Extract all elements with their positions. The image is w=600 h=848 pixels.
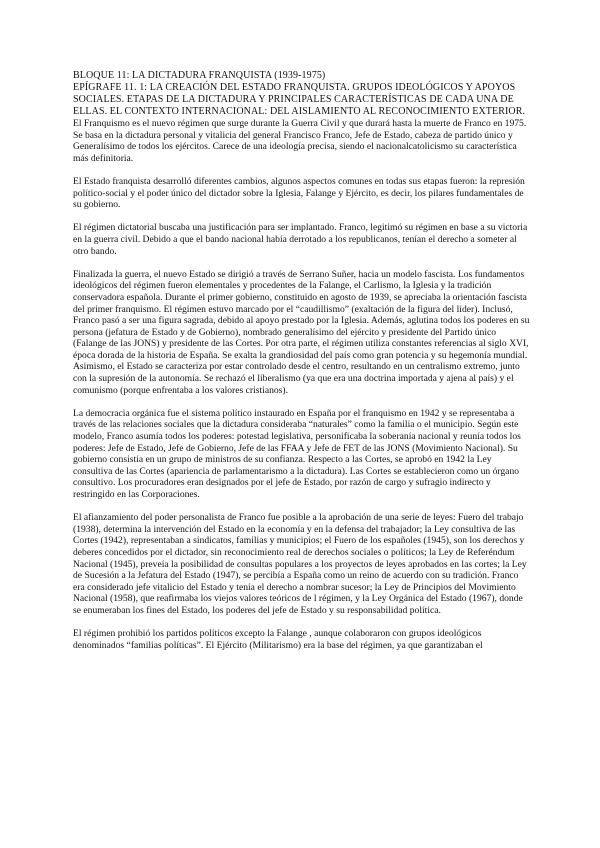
paragraph-fascist-model: Finalizada la guerra, el nuevo Estado se dirigió a través de Serrano Suñer, hacia un modelo fascista. Los fundamentos ideológicos del régimen fueron elementales y procedentes de la Falange, el Carlismo, la Iglesia y la tradición conservadora española. Durante el primer gobierno, constituido en agosto de 1939, se apreciaba la orientación fascista del primer franquismo. El régimen estuvo marcado por el “caudillismo” (exaltación de la figura del líder). Inclusó, Franco pasó a ser una figura sagrada, debido al apoyo prestado por la Iglesia. Además, aglutina todos los poderes en su persona (jefatura de Estado y de Gobierno), nombrado generalísimo del ejército y presidente del Partido único (Falange de las JONS) y presidente de las Cortes. Por otra parte, el régimen utiliza constantes referencias al siglo XVI, época dorada de la historia de España. Se exalta la grandiosidad del país como gran potencia y su hegemonía mundial. Asimismo, el Estado se caracteriza por estar controlado desde el centro, resultando en un centralismo extremo, junto con la supresión de la autonomía. Se rechazó el liberalismo (ya que era una doctrina importada y ajena al país) y el comunismo (porque enfrentaba a los valores cristianos). <box>73 268 530 396</box>
document-content <box>73 70 531 651</box>
paragraph-political-parties: El régimen prohibió los partidos políticos excepto la Falange , aunque colaboraron con grupos ideológicos denominados “familias políticas”. El Ejército (Militarismo) era la base del régimen, ya que garantizaban el <box>73 628 483 651</box>
document-subtitle: EPÍGRAFE 11. 1: LA CREACIÓN DEL ESTADO FRANQUISTA. GRUPOS IDEOLÓGICOS Y APOYOS SOCIALES. ETAPAS DE LA DICTADURA Y PRINCIPALES CARACTERÍSTICAS DE CADA UNA DE ELLAS. EL CONTEXTO INTERNACIONAL: DEL AISLAMIENTO AL RECONOCIMIENTO EXTERIOR. <box>73 82 526 117</box>
paragraph-state-changes: El Estado franquista desarrolló diferentes cambios, algunos aspectos comunes en todas sus etapas fueron: la represión político-social y el poder único del dictador sobre la Iglesia, Falange y Ejército, es decir, los pilares fundamentales de su gobierno. <box>73 175 525 211</box>
paragraph-gap <box>73 164 531 176</box>
paragraph-gap <box>73 617 531 629</box>
paragraph-gap <box>73 257 531 269</box>
paragraph-gap <box>73 211 531 223</box>
paragraph-justification: El régimen dictatorial buscaba una justificación para ser implantado. Franco, legitimó su régimen en base a su victoria en la guerra civil. Debido a que el bando nacional había derrotado a los republicanos, tenían el derecho a someter al otro bando. <box>73 222 528 257</box>
paragraph-gap <box>73 396 531 408</box>
paragraph-organic-democracy: La democracia orgánica fue el sistema político instaurado en España por el franquismo en 1942 y se representaba a través de las relaciones sociales que la dictadura consideraba “naturales” como la familia o el municipio. Según este modelo, Franco asumía todos los poderes: potestad legislativa, personificaba la soberanía nacional y reunía todos los poderes: Jefe de Estado, Jefe de Gobierno, Jefe de las FFAA y Jefe de FET de las JONS (Movimiento Nacional). Su gobierno consistía en un grupo de ministros de su confianza. Respecto a las Cortes, se aprobó en 1942 la Ley consultiva de las Cortes (apariencia de parlamentarismo a la dictadura). Las Cortes se establecieron como un órgano consultivo. Los procuradores eran designados por el jefe de Estado, por razón de cargo y sufragio indirecto y restringido en las Corporaciones. <box>73 407 521 500</box>
document-title: BLOQUE 11: LA DICTADURA FRANQUISTA (1939-1975) <box>73 70 326 81</box>
paragraph-intro: El Franquismo es el nuevo régimen que surge durante la Guerra Civil y que durará hasta la muerte de Franco en 1975. Se basa en la dictadura personal y vitalicia del general Francisco Franco, Jefe de Estado, cabeza de partido único y Generalísimo de todos los ejércitos. Carece de una ideología precisa, siendo el nacionalcatolicismo su característica más definitoria. <box>73 118 527 164</box>
paragraph-gap <box>73 501 531 513</box>
paragraph-laws: El afianzamiento del poder personalista de Franco fue posible a la aprobación de una serie de leyes: Fuero del trabajo (1938), determina la intervención del Estado en la economía y en la defensa del trabajador; la Ley consultiva de las Cortes (1942), representaban a sindicatos, familias y municipios; el Fuero de los españoles (1945), son los derechos y deberes concedidos por el dictador, sin reconocimiento real de derechos sociales o políticos; la Ley de Referéndum Nacional (1945), preveía la posibilidad de consultas populares a los proyectos de leyes aprobados en las cortes; la Ley de Sucesión a la Jefatura del Estado (1947), se percibía a España como un reino de acuerdo con su tradición. Franco era considerado jefe vitalicio del Estado y tenía el derecho a nombrar sucesor; la Ley de Principios del Movimiento Nacional (1958), que reafirmaba los viejos valores teóricos de l régimen, y la Ley Orgánica del Estado (1967), donde se enumeraban los fines del Estado, los poderes del jefe de Estado y su responsabilidad política. <box>73 512 527 616</box>
